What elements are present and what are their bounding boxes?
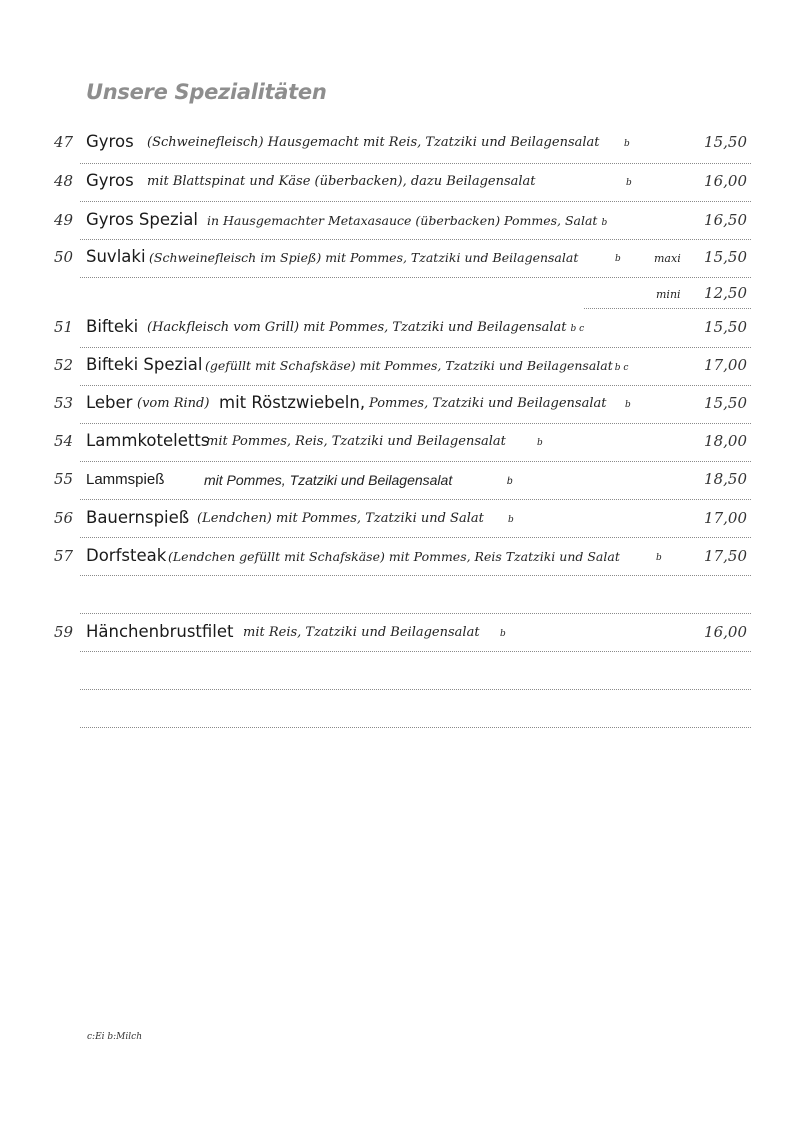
item-number: 51	[54, 318, 74, 336]
item-name: Hänchenbrustfilet	[86, 622, 234, 641]
item-allergens: b	[626, 178, 632, 188]
dotted-divider	[80, 461, 751, 462]
item-description: mit Blattspinat und Käse (überbacken), dazu Beilagensalat	[147, 174, 536, 189]
menu-item	[0, 172, 793, 202]
item-price: 15,50	[704, 248, 747, 266]
menu-item	[0, 509, 793, 539]
item-price: 18,00	[704, 432, 747, 450]
item-description: (Hackfleisch vom Grill) mit Pommes, Tzatziki und Beilagensalat b c	[147, 320, 585, 335]
item-allergens: b	[601, 218, 608, 228]
item-number: 47	[54, 133, 74, 151]
menu-item	[0, 623, 793, 653]
item-allergens: b	[508, 515, 514, 525]
menu-item	[0, 211, 793, 241]
item-name: Gyros	[86, 171, 134, 190]
item-allergens: b	[615, 254, 621, 264]
item-price: 16,00	[704, 623, 747, 641]
page-title: Unsere Spezialitäten	[86, 80, 327, 104]
item-name: Suvlaki	[86, 247, 146, 266]
item-name: Gyros Spezial	[86, 210, 198, 229]
item-description: in Hausgemachter Metaxasauce (überbacken) Pommes, Salat b	[207, 213, 608, 228]
item-name: Bauernspieß	[86, 508, 190, 527]
item-name: Gyros	[86, 132, 134, 151]
dotted-divider	[80, 347, 751, 348]
allergen-legend: c:Ei b:Milch	[87, 1032, 142, 1042]
item-description: (Schweinefleisch) Hausgemacht mit Reis, Tzatziki und Beilagensalat	[147, 135, 600, 150]
item-number: 48	[54, 172, 74, 190]
menu-item	[0, 248, 793, 278]
dotted-divider	[80, 613, 751, 614]
item-description: mit Pommes, Reis, Tzatziki und Beilagensalat	[206, 434, 506, 449]
dotted-divider	[80, 499, 751, 500]
item-number: 54	[54, 432, 74, 450]
item-number: 57	[54, 547, 74, 565]
item-allergens: b	[625, 400, 631, 410]
dotted-divider	[80, 277, 751, 278]
item-allergens: b	[537, 438, 543, 448]
item-price: 15,50	[704, 394, 747, 412]
item-description: (Lendchen) mit Pommes, Tzatziki und Salat	[197, 511, 484, 526]
menu-item	[0, 547, 793, 577]
menu-item	[0, 133, 793, 163]
item-price: 17,00	[704, 356, 747, 374]
size-label: maxi	[654, 252, 681, 265]
item-number: 59	[54, 623, 74, 641]
item-price: 16,50	[704, 211, 747, 229]
menu-item-variant	[0, 284, 793, 314]
item-name: Lammspieß	[86, 471, 165, 488]
item-description-prefix: (vom Rind)	[137, 396, 210, 411]
item-name: Dorfsteak	[86, 546, 167, 565]
menu-item	[0, 470, 793, 500]
item-number: 55	[54, 470, 74, 488]
dotted-divider	[80, 385, 751, 386]
menu-item	[0, 432, 793, 462]
dotted-divider	[80, 727, 751, 728]
item-price: 12,50	[704, 284, 747, 302]
item-price: 15,50	[704, 318, 747, 336]
item-number: 50	[54, 248, 74, 266]
item-price: 16,00	[704, 172, 747, 190]
item-name: Bifteki	[86, 317, 139, 336]
item-number: 53	[54, 394, 74, 412]
item-price: 17,00	[704, 509, 747, 527]
item-allergens: b	[656, 553, 662, 563]
item-allergens: b c	[614, 363, 629, 373]
menu-item	[0, 394, 793, 424]
item-allergens: b	[500, 629, 506, 639]
item-name: Bifteki Spezial	[86, 355, 203, 374]
dotted-divider	[80, 239, 751, 240]
item-allergens: b	[507, 476, 513, 487]
item-price: 15,50	[704, 133, 747, 151]
item-number: 49	[54, 211, 74, 229]
item-description: Pommes, Tzatziki und Beilagensalat	[369, 396, 607, 411]
size-label: mini	[656, 288, 681, 301]
item-number: 52	[54, 356, 74, 374]
dotted-divider	[80, 575, 751, 576]
dotted-divider	[80, 651, 751, 652]
item-description: mit Reis, Tzatziki und Beilagensalat	[243, 625, 480, 640]
item-description: (Schweinefleisch im Spieß) mit Pommes, Tzatziki und Beilagensalat	[149, 250, 579, 265]
item-description: mit Pommes, Tzatziki und Beilagensalat	[204, 472, 453, 488]
item-name: Lammkoteletts	[86, 431, 210, 450]
menu-item	[0, 318, 793, 348]
item-price: 18,50	[704, 470, 747, 488]
item-allergens: b c	[570, 324, 585, 334]
item-name: Leber	[86, 393, 133, 412]
item-price: 17,50	[704, 547, 747, 565]
item-description: (gefüllt mit Schafskäse) mit Pommes, Tzatziki und Beilagensalat b c	[205, 358, 629, 373]
dotted-divider	[80, 537, 751, 538]
item-number: 56	[54, 509, 74, 527]
item-allergens: b	[624, 139, 630, 149]
dotted-divider	[80, 689, 751, 690]
dotted-divider	[80, 201, 751, 202]
item-name-suffix: mit Röstzwiebeln,	[219, 393, 366, 412]
item-description: (Lendchen gefüllt mit Schafskäse) mit Pommes, Reis Tzatziki und Salat	[168, 549, 620, 564]
dotted-divider	[584, 308, 751, 309]
menu-item	[0, 356, 793, 386]
dotted-divider	[80, 163, 751, 164]
dotted-divider	[80, 423, 751, 424]
